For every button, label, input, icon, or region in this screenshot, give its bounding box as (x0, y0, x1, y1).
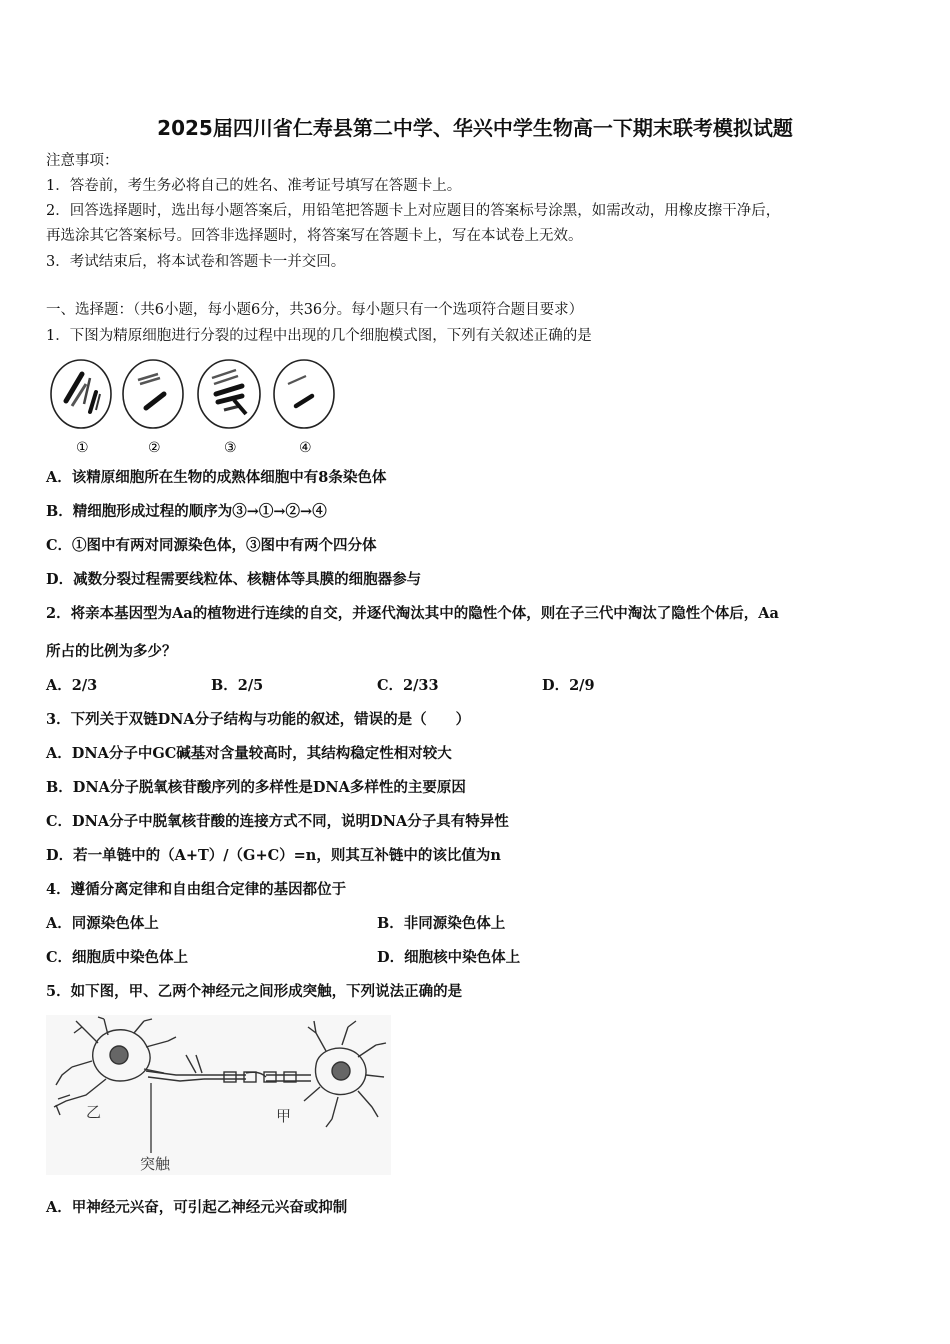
q4-option-a[interactable]: A．同源染色体上 (46, 915, 159, 932)
notes-heading: 注意事项： (46, 153, 119, 169)
q1-stem: 1．下图为精原细胞进行分裂的过程中出现的几个细胞模式图，下列有关叙述正确的是 (46, 328, 592, 344)
cell-division-figure (46, 356, 336, 458)
q4-option-c[interactable]: C．细胞质中染色体上 (46, 949, 189, 966)
section-heading: 一、选择题：（共6小题，每小题6分，共36分。每小题只有一个选项符合题目要求） (46, 302, 584, 318)
note-item-2: 2．回答选择题时，选出每小题答案后，用铅笔把答题卡上对应题目的答案标号涂黑，如需改动，用橡皮擦干净后， (46, 203, 781, 219)
q5-stem: 5．如下图，甲、乙两个神经元之间形成突触，下列说法正确的是 (46, 983, 463, 1000)
label-jia: 甲 (276, 1107, 292, 1125)
cell-label-2: ② (148, 440, 161, 456)
q2-option-b[interactable]: B．2/5 (211, 677, 264, 694)
q4-option-b[interactable]: B．非同源染色体上 (377, 915, 506, 932)
q5-option-a[interactable]: A．甲神经元兴奋，可引起乙神经元兴奋或抑制 (46, 1199, 348, 1216)
q2-stem-line2: 所占的比例为多少？ (46, 643, 177, 660)
q2-stem-line1: 2．将亲本基因型为Aa的植物进行连续的自交，并逐代淘汰其中的隐性个体，则在子三代中淘汰了隐性个体后，Aa (46, 605, 779, 622)
page-title: 2025届四川省仁寿县第二中学、华兴中学生物高一下期末联考模拟试题 (157, 116, 793, 140)
q3-stem: 3．下列关于双链DNA分子结构与功能的叙述，错误的是（ ） (46, 711, 471, 728)
q2-option-a[interactable]: A．2/3 (46, 677, 98, 694)
q2-option-c[interactable]: C．2/33 (377, 677, 439, 694)
neuron-synapse-figure (46, 1015, 391, 1175)
q4-stem: 4．遵循分离定律和自由组合定律的基因都位于 (46, 881, 347, 898)
q3-option-d[interactable]: D．若一单链中的（A+T）/（G+C）=n，则其互补链中的该比值为n (46, 847, 501, 864)
cell-4 (274, 360, 334, 456)
note-item-1: 1．答卷前，考生务必将自己的姓名、准考证号填写在答题卡上。 (46, 178, 462, 194)
cell-label-3: ③ (224, 440, 237, 456)
q2-option-d[interactable]: D．2/9 (542, 677, 595, 694)
q3-option-b[interactable]: B．DNA分子脱氧核苷酸序列的多样性是DNA多样性的主要原因 (46, 779, 466, 796)
q1-option-c[interactable]: C．①图中有两对同源染色体，③图中有两个四分体 (46, 537, 377, 554)
q3-option-a[interactable]: A．DNA分子中GC碱基对含量较高时，其结构稳定性相对较大 (46, 745, 452, 762)
cell-2 (123, 360, 183, 456)
cell-label-4: ④ (299, 440, 312, 456)
cell-1 (51, 360, 111, 456)
cell-3 (198, 360, 260, 456)
q1-option-d[interactable]: D．减数分裂过程需要线粒体、核糖体等具膜的细胞器参与 (46, 571, 422, 588)
q4-option-d[interactable]: D．细胞核中染色体上 (377, 949, 521, 966)
q1-option-b[interactable]: B．精细胞形成过程的顺序为③→①→②→④ (46, 503, 327, 520)
q3-option-c[interactable]: C．DNA分子中脱氧核苷酸的连接方式不同，说明DNA分子具有特异性 (46, 813, 509, 830)
note-item-2-cont: 再选涂其它答案标号。回答非选择题时，将答案写在答题卡上，写在本试卷上无效。 (46, 228, 583, 244)
cell-label-1: ① (76, 440, 89, 456)
note-item-3: 3．考试结束后，将本试卷和答题卡一并交回。 (46, 254, 346, 270)
label-yi: 乙 (86, 1103, 102, 1121)
q1-option-a[interactable]: A．该精原细胞所在生物的成熟体细胞中有8条染色体 (46, 469, 387, 486)
label-synapse: 突触 (140, 1155, 171, 1173)
